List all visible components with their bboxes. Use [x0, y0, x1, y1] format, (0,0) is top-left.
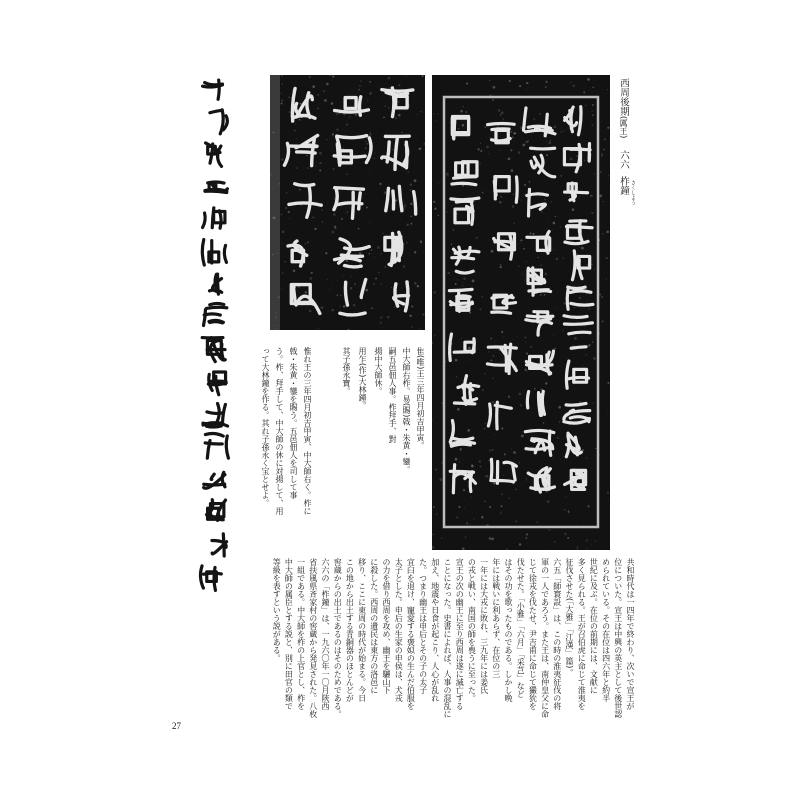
- item-title: 柞鐘: [618, 176, 629, 195]
- reading-column: って大林鐘を作る。其れ子孫永く宝とせよ。: [261, 347, 270, 507]
- item-number: 六六: [618, 150, 629, 169]
- commentary-column: 等級を表すという説がある。: [272, 558, 282, 662]
- commentary-column: 一組である。中大師を柞の上官とし、柞を: [296, 558, 306, 710]
- commentary-column: 多く見られる。王が召伯虎に命じて淮夷を: [577, 558, 587, 710]
- rubbing-detail-image: [270, 75, 425, 330]
- calligraphy-glyph: [204, 304, 227, 326]
- calligraphy-glyph: [212, 534, 227, 556]
- calligraphy-glyph: [204, 472, 225, 488]
- commentary-column: 世紀に及ぶ。在位の前期には、文献に: [589, 558, 599, 694]
- commentary-column: 伐たせた。「小雅」「六月」「采芑」など: [516, 558, 526, 698]
- calligraphy-glyph: [202, 338, 225, 362]
- commentary-column: 軍の一人であろう。また王は、南仲皇父に命: [540, 558, 550, 718]
- calligraphy-glyph: [200, 566, 221, 590]
- calligraphy-glyph: [210, 110, 227, 134]
- commentary-column: の力を借り西周を攻め、幽王を驪山下: [382, 558, 391, 694]
- commentary-column: 一年には大戎に敗れ、三九年には姜氏: [479, 558, 489, 694]
- commentary-column: じて徐戎を伐たせ、尹吉甫に命じて玁狁を: [528, 558, 538, 710]
- commentary-column: 六五「師寰設」は、この時の淮夷征伐の将: [552, 558, 562, 710]
- commentary-column: 年には戦いに利あらず、在位の三: [491, 558, 501, 678]
- commentary-column: 窖蔵からの出土であるのはそのためである。: [333, 558, 343, 718]
- rubbing-full-image: [432, 75, 610, 550]
- commentary-column: 共和時代は一四年で終わり、次いで宣王が: [626, 558, 635, 710]
- transcription-column: 嗣五邑佃人事。柞拜手、對: [388, 347, 397, 443]
- rubbing-edge: [270, 75, 280, 330]
- calligraphy-glyph: [205, 182, 227, 193]
- calligraphy-glyph: [206, 143, 222, 166]
- calligraphy-glyph: [205, 434, 228, 459]
- commentary-column: 征伐させた(「大雅」「江漢」篇)。: [565, 558, 574, 677]
- calligraphy-glyph: [203, 208, 225, 228]
- item-title-ruby: さくしよう: [630, 180, 636, 205]
- period-label: 西周後期: [618, 78, 629, 116]
- transcription-column: 其子孫永寶。: [342, 347, 351, 395]
- transcription-column: 揚中大師休。: [374, 347, 383, 395]
- commentary-column: この地から出土する青銅器のほとんどが: [345, 558, 355, 702]
- commentary-column: められている。その在位は四六年と約半: [601, 558, 611, 702]
- reading-column: 戟・朱黄・鑾を賜う。五邑佃人を司して事: [289, 347, 298, 499]
- commentary-column: 加え、地震や日食が起こり、人心が乱れ: [430, 558, 440, 702]
- commentary-column: 宣王の次の幽王に至り西周は遂に滅亡する: [455, 558, 465, 710]
- transcription-column: 中大師右柞。易(賜)戟・朱黄・鑾。: [402, 347, 411, 474]
- commentary-column: た。つまり幽王は申后とその子の太子: [418, 558, 428, 694]
- commentary-column: ことになった。史書によれば、人事の混乱に: [443, 558, 452, 718]
- reading-column: 惟れ王の三年四月初吉甲寅、中大師右く。柞に: [303, 347, 312, 515]
- commentary-column: 省扶風県斉家村の窖蔵から発見された。八枚: [308, 558, 318, 718]
- commentary-column: 位についた。宣王は中興の英主として後世認: [613, 558, 623, 718]
- reading-column: う。柞、拜手して、中大師の休に対揚して、用: [275, 347, 284, 515]
- commentary-column: の戎と戦い、南国の師を喪うに至った。: [467, 558, 477, 702]
- calligraphy-glyph: [203, 404, 228, 428]
- calligraphy-image: [185, 70, 245, 600]
- page-number: 27: [172, 721, 181, 731]
- calligraphy-glyph: [210, 274, 222, 294]
- commentary-column: 宜臼を退け、寵愛する褒姒の生んだ伯服を: [406, 558, 416, 710]
- transcription-column: 用乍(作)大林鐘。: [358, 347, 367, 410]
- commentary-column: 太子とした。申后の生家の申侯は、犬戎: [394, 558, 404, 702]
- commentary-column: に殺した。西周の遺民は東方の洛邑に: [369, 558, 379, 694]
- commentary-column: 六六の「柞鐘」は、一九六〇年一〇月陝西: [321, 558, 330, 710]
- commentary-column: はその功を歌ったものである。しかし晩: [504, 558, 513, 702]
- commentary-column: 移り、ここに東周の時代が始まる。今日: [357, 558, 367, 702]
- calligraphy-glyph: [207, 500, 226, 521]
- calligraphy-glyph: [202, 240, 226, 266]
- calligraphy-glyph: [208, 372, 226, 395]
- reign-label: (厲王): [619, 116, 628, 139]
- commentary-column: 中大師の属臣とする説と、別に田官の類で: [284, 558, 294, 710]
- period-heading: [617, 78, 629, 138]
- calligraphy-glyph: [203, 80, 223, 99]
- transcription-column: 隹(唯)王三年四月初吉甲寅。: [416, 347, 425, 450]
